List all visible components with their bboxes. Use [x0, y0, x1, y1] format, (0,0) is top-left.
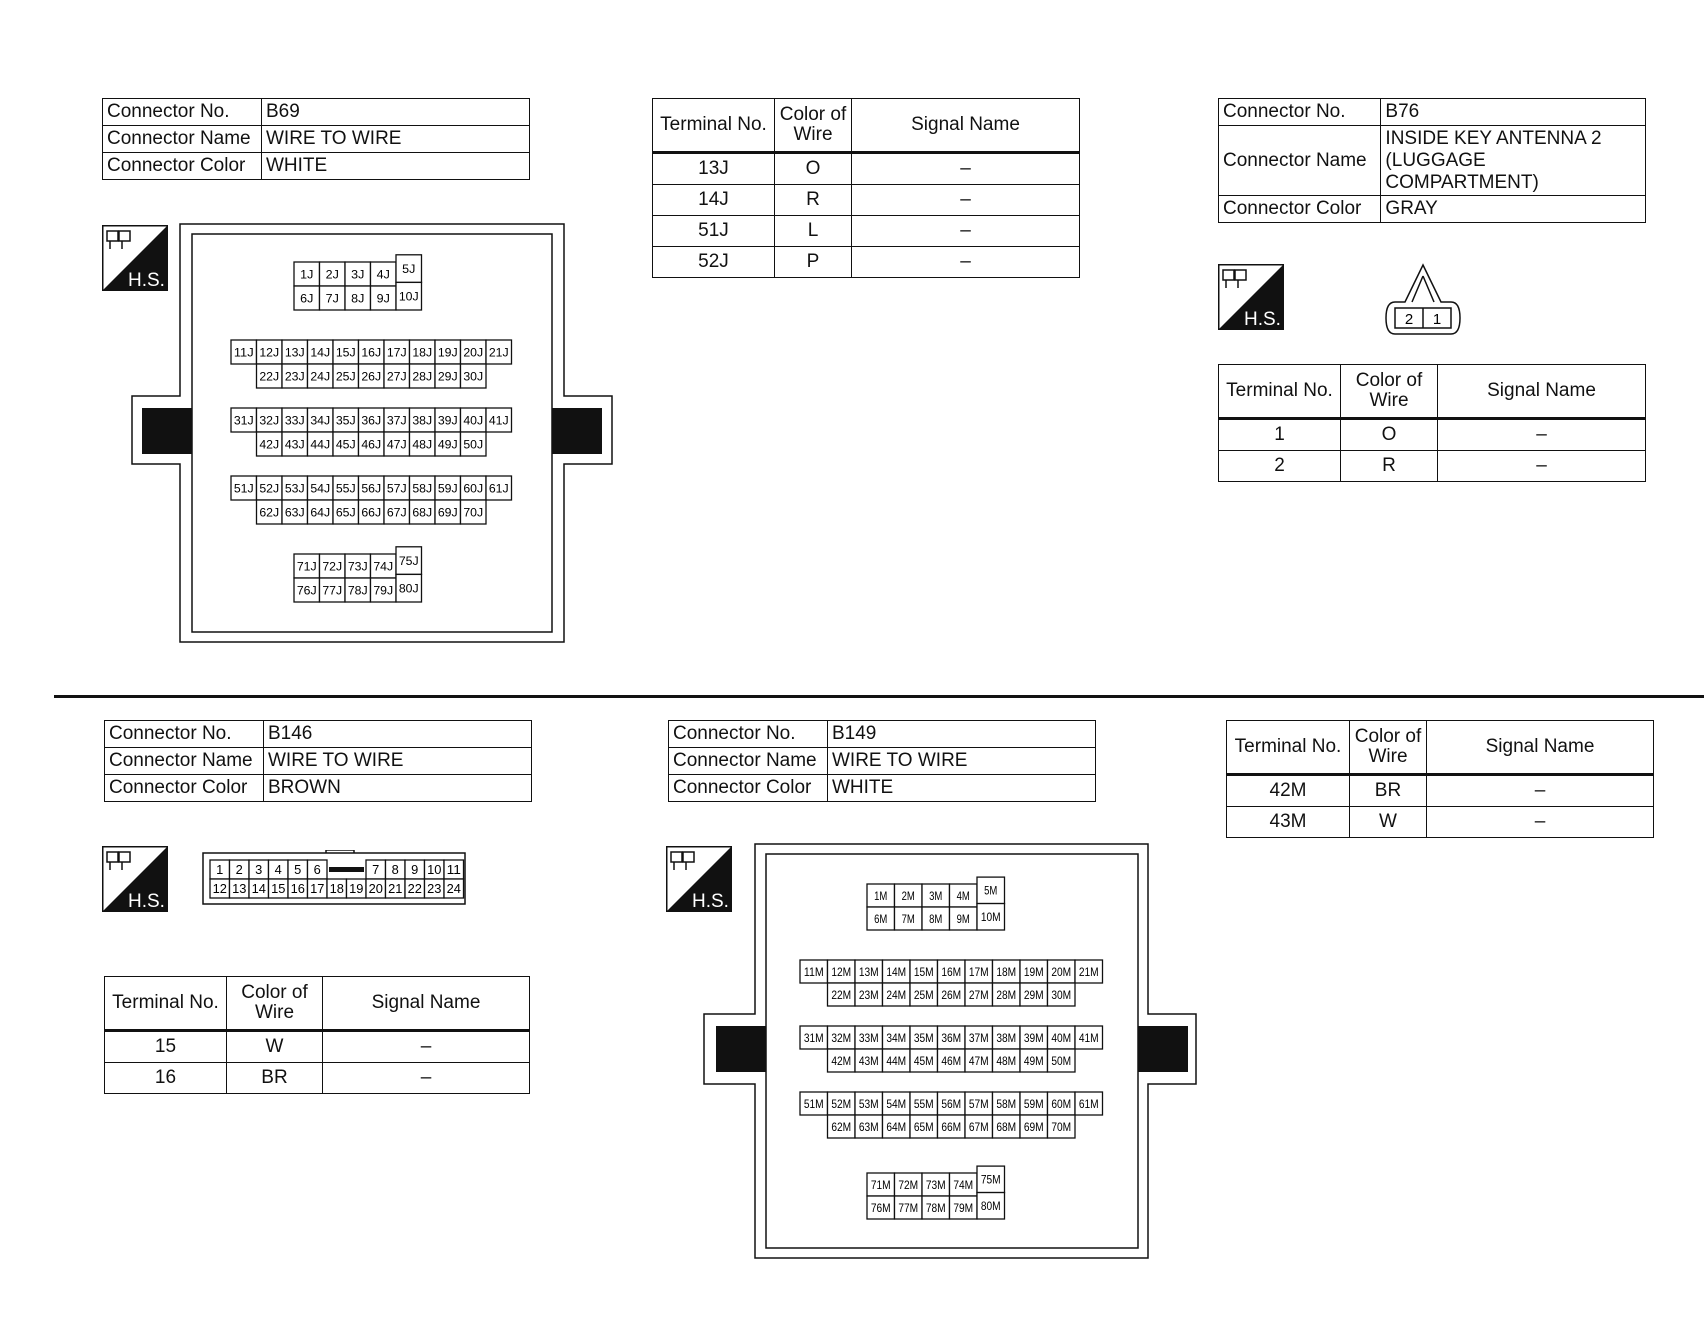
pin-label: 29J: [437, 369, 458, 384]
b76-terminal-table: [1218, 364, 1646, 482]
pin-label: 51J: [233, 481, 254, 496]
pin-label: 24M: [886, 987, 907, 1002]
pin-label: 9M: [956, 911, 970, 926]
pin-label: 24J: [310, 369, 331, 384]
pin-label: 30J: [463, 369, 484, 384]
connector-color-value: BROWN: [264, 774, 532, 801]
pin-label: 76J: [296, 583, 317, 598]
pin-label: 53M: [858, 1096, 879, 1111]
color-cell: R: [1341, 451, 1438, 482]
pin-label: 6M: [874, 911, 888, 926]
pin-label: 18: [329, 881, 344, 897]
pin-label: 23M: [858, 987, 879, 1002]
pin-label: 30M: [1051, 987, 1072, 1002]
pin-label: 48M: [996, 1053, 1017, 1068]
pin-label: 80M: [980, 1199, 1001, 1214]
pin-label: 59M: [1023, 1096, 1044, 1111]
connector-name-label: Connector Name: [105, 747, 264, 774]
pin-label: 50M: [1051, 1053, 1072, 1068]
pin-label: 42M: [831, 1053, 852, 1068]
signal-name-header: Signal Name: [1427, 721, 1654, 775]
color-cell: BR: [1350, 775, 1427, 807]
pin-label: 14: [251, 881, 266, 897]
pin-label: 51M: [803, 1096, 824, 1111]
section-divider: [54, 695, 1704, 698]
signal-cell: –: [1438, 419, 1646, 451]
pin-label: 52J: [259, 481, 280, 496]
terminal-cell: 15: [105, 1031, 227, 1063]
pin-label: 17M: [968, 964, 989, 979]
pin-label: 70M: [1051, 1119, 1072, 1134]
connector-color-value: WHITE: [828, 774, 1096, 801]
pin-label: 45M: [913, 1053, 934, 1068]
pin-label: 8M: [929, 911, 943, 926]
signal-cell: –: [852, 185, 1080, 216]
pin-label: 69J: [437, 505, 458, 520]
pin-label: 23J: [284, 369, 305, 384]
table-row: [653, 216, 1080, 247]
b146-info-table: [104, 720, 532, 802]
pin-label: 42J: [259, 437, 280, 452]
signal-cell: –: [1427, 807, 1654, 838]
terminal-cell: 16: [105, 1063, 227, 1094]
pin-label: 21J: [488, 345, 509, 360]
pin-label: 12J: [259, 345, 280, 360]
pin-label: 19J: [437, 345, 458, 360]
pin-label: 17: [310, 881, 325, 897]
pin-label: 16M: [941, 964, 962, 979]
pin-label: 3M: [929, 888, 943, 903]
table-row: [105, 1031, 530, 1063]
pin-label: 54J: [310, 481, 331, 496]
pin-label: 4: [274, 862, 282, 878]
pin-label: 50J: [463, 437, 484, 452]
pin-label: 20: [368, 881, 383, 897]
b149-connector-face: [702, 842, 1198, 1260]
pin-label: 73J: [347, 559, 368, 574]
connector-color-label: Connector Color: [103, 152, 262, 179]
pin-label: 57J: [386, 481, 407, 496]
pin-label: 74M: [953, 1177, 974, 1192]
connector-no-label: Connector No.: [105, 721, 264, 748]
pin-label: 10J: [398, 289, 419, 304]
color-cell: O: [775, 153, 852, 185]
pin-label: 79M: [953, 1200, 974, 1215]
signal-name-header: Signal Name: [1438, 365, 1646, 419]
pin-label: 14J: [310, 345, 331, 360]
pin-label: 28J: [412, 369, 433, 384]
color-cell: O: [1341, 419, 1438, 451]
pin-label: 3J: [351, 267, 365, 282]
pin-label: 35M: [913, 1030, 934, 1045]
pin-label: 10M: [980, 910, 1001, 925]
pin-label: 22: [407, 881, 422, 897]
pin-label: 23: [427, 881, 442, 897]
connector-name-label: Connector Name: [669, 747, 828, 774]
pin-label: 47J: [386, 437, 407, 452]
connector-color-label: Connector Color: [669, 774, 828, 801]
pin-label: 25J: [335, 369, 356, 384]
pin-1: 1: [1432, 311, 1442, 328]
pin-label: 2J: [325, 267, 339, 282]
pin-label: 57M: [968, 1096, 989, 1111]
table-row: [1219, 419, 1646, 451]
pin-label: 11J: [233, 345, 254, 360]
hs-label: H.S.: [1244, 309, 1281, 330]
pin-label: 67J: [386, 505, 407, 520]
pin-label: 10: [427, 862, 442, 878]
pin-label: 60J: [463, 481, 484, 496]
pin-label: 66M: [941, 1119, 962, 1134]
connector-no-value: B76: [1381, 99, 1646, 126]
terminal-cell: 43M: [1227, 807, 1350, 838]
pin-label: 34M: [886, 1030, 907, 1045]
pin-label: 15M: [913, 964, 934, 979]
connector-no-label: Connector No.: [103, 99, 262, 126]
b146-terminal-table: [104, 976, 530, 1094]
pin-label: 40J: [463, 413, 484, 428]
pin-label: 21M: [1078, 964, 1099, 979]
pin-label: 18M: [996, 964, 1017, 979]
pin-label: 62J: [259, 505, 280, 520]
pin-label: 15J: [335, 345, 356, 360]
table-row: [1227, 775, 1654, 807]
color-cell: R: [775, 185, 852, 216]
pin-label: 27J: [386, 369, 407, 384]
pin-label: 63J: [284, 505, 305, 520]
pin-label: 36M: [941, 1030, 962, 1045]
pin-label: 28M: [996, 987, 1017, 1002]
pin-label: 46M: [941, 1053, 962, 1068]
pin-label: 11: [446, 862, 461, 878]
connector-name-value: WIRE TO WIRE: [262, 125, 530, 152]
pin-label: 58J: [412, 481, 433, 496]
table-row: [1219, 451, 1646, 482]
pin-label: 37J: [386, 413, 407, 428]
pin-label: 36J: [361, 413, 382, 428]
hs-icon: [1218, 264, 1284, 330]
connector-no-label: Connector No.: [1219, 99, 1381, 126]
pin-label: 7M: [901, 911, 915, 926]
b76-connector-face: [1382, 262, 1464, 338]
pin-label: 71M: [870, 1177, 891, 1192]
pin-label: 20M: [1051, 964, 1072, 979]
connector-name-label: Connector Name: [103, 125, 262, 152]
pin-label: 39M: [1023, 1030, 1044, 1045]
pin-label: 20J: [463, 345, 484, 360]
pin-label: 24: [446, 881, 461, 897]
pin-label: 2: [235, 862, 243, 878]
pin-label: 49J: [437, 437, 458, 452]
pin-label: 7: [372, 862, 380, 878]
pin-label: 78M: [925, 1200, 946, 1215]
signal-cell: –: [323, 1063, 530, 1094]
pin-label: 41J: [488, 413, 509, 428]
pin-label: 9J: [376, 291, 390, 306]
signal-cell: –: [1438, 451, 1646, 482]
pin-label: 27M: [968, 987, 989, 1002]
pin-label: 67M: [968, 1119, 989, 1134]
connector-name-value: WIRE TO WIRE: [264, 747, 532, 774]
pin-label: 43M: [858, 1053, 879, 1068]
pin-label: 31J: [233, 413, 254, 428]
pin-label: 5M: [984, 883, 998, 898]
pin-label: 1J: [300, 267, 314, 282]
pin-label: 16J: [361, 345, 382, 360]
pin-label: 22M: [831, 987, 852, 1002]
pin-label: 15: [271, 881, 286, 897]
table-row: [105, 1063, 530, 1094]
pin-label: 69M: [1023, 1119, 1044, 1134]
pin-label: 52M: [831, 1096, 852, 1111]
hs-label: H.S.: [692, 891, 729, 912]
b69-connector-face: [130, 222, 614, 644]
pin-label: 71J: [296, 559, 317, 574]
pin-label: 56M: [941, 1096, 962, 1111]
pin-label: 5: [294, 862, 302, 878]
pin-label: 12: [212, 881, 227, 897]
pin-label: 6J: [300, 291, 314, 306]
color-cell: W: [1350, 807, 1427, 838]
lock-tab: [329, 867, 364, 872]
connector-name-label: Connector Name: [1219, 125, 1381, 196]
signal-name-header: Signal Name: [323, 977, 530, 1031]
pin-label: 33M: [858, 1030, 879, 1045]
pin-label: 4M: [956, 888, 970, 903]
terminal-cell: 51J: [653, 216, 775, 247]
pin-label: 44J: [310, 437, 331, 452]
connector-color-value: WHITE: [262, 152, 530, 179]
terminal-no-header: Terminal No.: [653, 99, 775, 153]
terminal-cell: 14J: [653, 185, 775, 216]
pin-label: 59J: [437, 481, 458, 496]
pin-label: 44M: [886, 1053, 907, 1068]
pin-label: 65M: [913, 1119, 934, 1134]
pin-label: 9: [411, 862, 419, 878]
pin-label: 76M: [870, 1200, 891, 1215]
pin-label: 70J: [463, 505, 484, 520]
table-row: [653, 153, 1080, 185]
pin-label: 61M: [1078, 1096, 1099, 1111]
pin-label: 14M: [886, 964, 907, 979]
pin-label: 79J: [373, 583, 394, 598]
b149-info-table: [668, 720, 1096, 802]
pin-label: 62M: [831, 1119, 852, 1134]
signal-name-header: Signal Name: [852, 99, 1080, 153]
pin-label: 54M: [886, 1096, 907, 1111]
pin-label: 74J: [373, 559, 394, 574]
connector-no-value: B146: [264, 721, 532, 748]
pin-label: 38J: [412, 413, 433, 428]
b69-info-table: [102, 98, 530, 180]
pin-label: 55M: [913, 1096, 934, 1111]
pin-label: 72J: [322, 559, 343, 574]
b146-connector-face: [202, 850, 466, 906]
connector-color-label: Connector Color: [1219, 196, 1381, 223]
pin-label: 77J: [322, 583, 343, 598]
pin-label: 13M: [858, 964, 879, 979]
pin-label: 3: [255, 862, 263, 878]
pin-label: 43J: [284, 437, 305, 452]
pin-label: 60M: [1051, 1096, 1072, 1111]
table-row: [1227, 807, 1654, 838]
pin-label: 8J: [351, 291, 365, 306]
pin-label: 8: [391, 862, 399, 878]
color-cell: P: [775, 247, 852, 278]
pin-label: 32M: [831, 1030, 852, 1045]
terminal-cell: 42M: [1227, 775, 1350, 807]
pin-label: 35J: [335, 413, 356, 428]
connector-no-value: B149: [828, 721, 1096, 748]
pin-label: 41M: [1078, 1030, 1099, 1045]
pin-label: 56J: [361, 481, 382, 496]
connector-no-label: Connector No.: [669, 721, 828, 748]
pin-label: 75M: [980, 1172, 1001, 1187]
pin-label: 38M: [996, 1030, 1017, 1045]
pin-label: 33J: [284, 413, 305, 428]
pin-label: 34J: [310, 413, 331, 428]
pin-label: 55J: [335, 481, 356, 496]
terminal-no-header: Terminal No.: [1219, 365, 1341, 419]
signal-cell: –: [1427, 775, 1654, 807]
terminal-cell: 52J: [653, 247, 775, 278]
pin-label: 11M: [803, 964, 824, 979]
connector-name-value: WIRE TO WIRE: [828, 747, 1096, 774]
pin-label: 6: [313, 862, 321, 878]
pin-label: 68J: [412, 505, 433, 520]
hs-label: H.S.: [128, 270, 165, 291]
pin-label: 37M: [968, 1030, 989, 1045]
pin-label: 13J: [284, 345, 305, 360]
pin-label: 1: [216, 862, 224, 878]
pin-label: 45J: [335, 437, 356, 452]
pin-label: 26M: [941, 987, 962, 1002]
pin-label: 31M: [803, 1030, 824, 1045]
pin-label: 26J: [361, 369, 382, 384]
color-of-wire-header: Color of Wire: [775, 99, 852, 153]
pin-label: 32J: [259, 413, 280, 428]
b149-terminal-table: [1226, 720, 1654, 838]
pin-label: 5J: [402, 261, 416, 276]
pin-label: 1M: [874, 888, 888, 903]
pin-label: 2M: [901, 888, 915, 903]
color-cell: L: [775, 216, 852, 247]
pin-label: 78J: [347, 583, 368, 598]
connector-no-value: B69: [262, 99, 530, 126]
pin-label: 68M: [996, 1119, 1017, 1134]
signal-cell: –: [852, 247, 1080, 278]
color-of-wire-header: Color of Wire: [1350, 721, 1427, 775]
signal-cell: –: [323, 1031, 530, 1063]
table-row: [653, 247, 1080, 278]
pin-label: 65J: [335, 505, 356, 520]
pin-label: 18J: [412, 345, 433, 360]
pin-label: 47M: [968, 1053, 989, 1068]
pin-label: 4J: [376, 267, 390, 282]
color-cell: BR: [227, 1063, 323, 1094]
pin-label: 64J: [310, 505, 331, 520]
pin-2: 2: [1404, 311, 1414, 328]
signal-cell: –: [852, 153, 1080, 185]
signal-cell: –: [852, 216, 1080, 247]
pin-label: 17J: [386, 345, 407, 360]
hs-icon: [102, 846, 168, 912]
pin-label: 22J: [259, 369, 280, 384]
color-of-wire-header: Color of Wire: [1341, 365, 1438, 419]
terminal-no-header: Terminal No.: [1227, 721, 1350, 775]
hs-label: H.S.: [128, 891, 165, 912]
pin-label: 29M: [1023, 987, 1044, 1002]
terminal-cell: 2: [1219, 451, 1341, 482]
pin-label: 66J: [361, 505, 382, 520]
pin-label: 19M: [1023, 964, 1044, 979]
terminal-cell: 13J: [653, 153, 775, 185]
pin-label: 75J: [398, 553, 419, 568]
pin-label: 73M: [925, 1177, 946, 1192]
terminal-cell: 1: [1219, 419, 1341, 451]
pin-label: 64M: [886, 1119, 907, 1134]
pin-label: 19: [349, 881, 364, 897]
pin-label: 77M: [898, 1200, 919, 1215]
color-of-wire-header: Color of Wire: [227, 977, 323, 1031]
connector-color-value: GRAY: [1381, 196, 1646, 223]
b69-terminal-table: [652, 98, 1080, 278]
pin-label: 53J: [284, 481, 305, 496]
pin-label: 13: [232, 881, 247, 897]
pin-label: 7J: [325, 291, 339, 306]
pin-label: 72M: [898, 1177, 919, 1192]
pin-label: 61J: [488, 481, 509, 496]
pin-label: 39J: [437, 413, 458, 428]
connector-color-label: Connector Color: [105, 774, 264, 801]
terminal-no-header: Terminal No.: [105, 977, 227, 1031]
pin-label: 80J: [398, 581, 419, 596]
pin-label: 49M: [1023, 1053, 1044, 1068]
pin-label: 40M: [1051, 1030, 1072, 1045]
pin-label: 16: [290, 881, 305, 897]
table-row: [653, 185, 1080, 216]
color-cell: W: [227, 1031, 323, 1063]
connector-name-value: INSIDE KEY ANTENNA 2 (LUGGAGE COMPARTMENT): [1381, 125, 1646, 196]
pin-label: 12M: [831, 964, 852, 979]
pin-label: 63M: [858, 1119, 879, 1134]
pin-label: 21: [388, 881, 403, 897]
pin-label: 25M: [913, 987, 934, 1002]
pin-label: 48J: [412, 437, 433, 452]
b76-info-table: [1218, 98, 1646, 223]
pin-label: 58M: [996, 1096, 1017, 1111]
pin-label: 46J: [361, 437, 382, 452]
